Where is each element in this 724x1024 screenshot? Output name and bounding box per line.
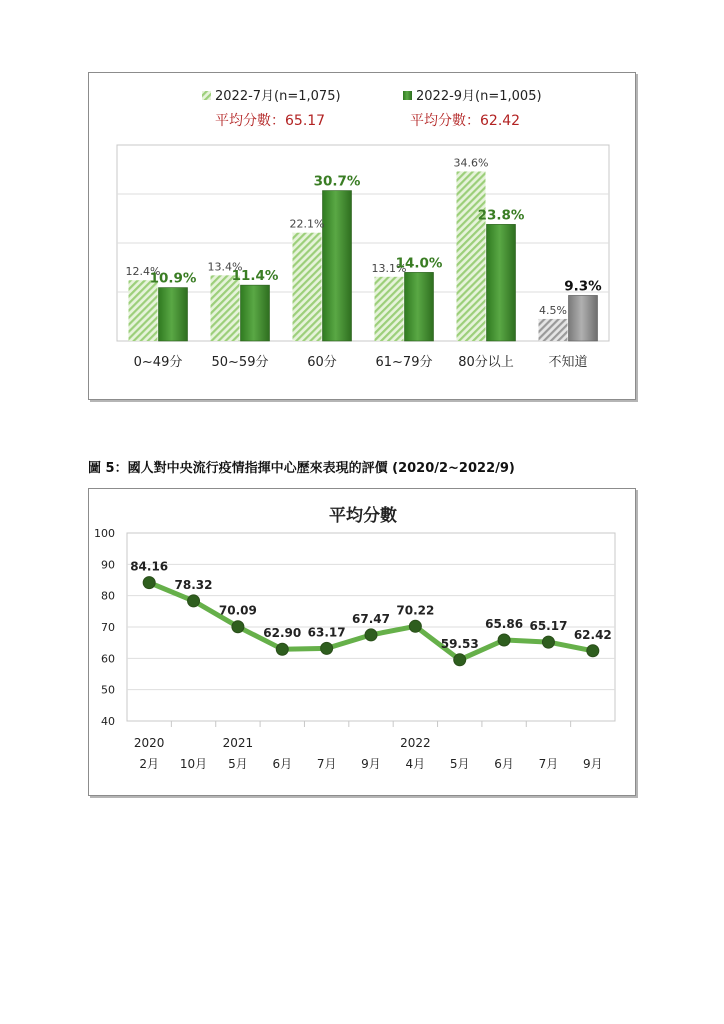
data-point-9 xyxy=(542,636,554,648)
category-label-1: 50~59分 xyxy=(211,355,269,370)
y-tick-label: 90 xyxy=(101,558,115,572)
x-month-label: 2月 xyxy=(139,757,160,771)
data-label-4: 63.17 xyxy=(307,625,346,640)
figure-caption-label: 圖 5： xyxy=(88,461,128,476)
bar-jul-1 xyxy=(211,275,240,341)
bar-jul-2 xyxy=(293,233,322,341)
data-point-8 xyxy=(498,634,510,646)
x-month-label: 6月 xyxy=(494,757,514,771)
data-label-2: 70.09 xyxy=(218,603,257,618)
bar-jul-3 xyxy=(375,277,404,341)
y-tick-label: 80 xyxy=(101,589,115,603)
line-chart-title: 平均分數 xyxy=(329,506,397,526)
bar-label-jul-0: 12.4% xyxy=(125,265,161,279)
data-point-0 xyxy=(143,577,155,589)
bar-sep-5 xyxy=(569,295,598,341)
data-label-7: 59.53 xyxy=(440,636,479,651)
bar-label-sep-4: 23.8% xyxy=(477,207,525,224)
bar-sep-1 xyxy=(241,285,270,341)
bar-label-sep-5: 9.3% xyxy=(564,278,602,295)
bar-chart-panel xyxy=(88,72,636,400)
x-month-label: 4月 xyxy=(405,757,426,771)
x-month-label: 7月 xyxy=(538,757,559,771)
x-month-label: 6月 xyxy=(272,757,293,771)
x-month-label: 10月 xyxy=(179,757,208,771)
bar-sep-4 xyxy=(487,224,516,341)
bar-chart xyxy=(89,73,637,401)
bar-label-sep-3: 14.0% xyxy=(395,255,443,272)
x-month-label: 5月 xyxy=(228,757,248,771)
category-label-2: 60分 xyxy=(307,355,337,370)
category-label-5: 不知道 xyxy=(548,355,588,370)
figure-caption xyxy=(88,457,515,476)
average-score-sep: 平均分數：62.42 xyxy=(410,113,521,129)
figure-caption-range: (2020/2~2022/9) xyxy=(392,461,515,476)
x-year-label: 2020 xyxy=(133,736,165,750)
data-point-7 xyxy=(454,654,466,666)
bar-label-jul-5: 4.5% xyxy=(539,303,567,317)
x-month-label: 7月 xyxy=(316,757,337,771)
category-label-3: 61~79分 xyxy=(375,355,433,370)
legend-label-jul: 2022-7月(n=1,075) xyxy=(215,89,341,104)
legend-label-sep: 2022-9月(n=1,005) xyxy=(416,89,542,104)
x-month-label: 5月 xyxy=(449,757,470,771)
y-tick-label: 60 xyxy=(101,652,115,666)
y-tick-label: 40 xyxy=(101,715,115,728)
data-label-6: 70.22 xyxy=(396,603,435,618)
x-year-label: 2021 xyxy=(222,736,254,750)
bar-label-sep-2: 30.7% xyxy=(313,173,361,190)
y-tick-label: 100 xyxy=(94,527,115,540)
x-month-label: 9月 xyxy=(361,757,381,771)
data-label-8: 65.86 xyxy=(485,616,524,631)
y-tick-label: 50 xyxy=(101,683,115,697)
bar-jul-4 xyxy=(457,171,486,341)
average-score-jul: 平均分數：65.17 xyxy=(215,113,326,129)
data-label-5: 67.47 xyxy=(352,611,390,626)
bar-label-jul-1: 13.4% xyxy=(207,260,243,274)
figure-caption-text: 國人對中央流行疫情指揮中心歷來表現的評價 xyxy=(127,461,388,476)
bar-sep-2 xyxy=(323,191,352,341)
category-label-0: 0~49分 xyxy=(133,355,183,370)
bar-jul-5 xyxy=(539,319,568,341)
bar-label-jul-3: 13.1% xyxy=(371,261,407,275)
legend-swatch-sep xyxy=(403,91,412,100)
bar-label-jul-2: 22.1% xyxy=(289,217,325,231)
data-label-1: 78.32 xyxy=(174,577,213,592)
data-point-6 xyxy=(409,620,421,632)
data-point-5 xyxy=(365,629,377,641)
bar-label-jul-4: 34.6% xyxy=(453,156,489,170)
data-point-4 xyxy=(321,642,333,654)
category-label-4: 80分以上 xyxy=(458,355,514,370)
y-tick-label: 70 xyxy=(101,621,115,634)
bar-label-sep-1: 11.4% xyxy=(231,268,279,285)
x-year-label: 2022 xyxy=(400,736,431,750)
data-label-9: 65.17 xyxy=(529,619,568,634)
data-point-1 xyxy=(188,595,200,607)
data-point-10 xyxy=(587,645,599,657)
data-label-3: 62.90 xyxy=(263,626,302,641)
data-label-10: 62.42 xyxy=(573,627,612,642)
line-chart xyxy=(89,489,637,797)
bar-sep-0 xyxy=(159,288,188,341)
data-point-2 xyxy=(232,621,244,633)
bar-jul-0 xyxy=(129,280,158,341)
bar-label-sep-0: 10.9% xyxy=(149,270,197,287)
x-month-label: 9月 xyxy=(582,757,603,771)
data-label-0: 84.16 xyxy=(130,559,169,574)
bar-sep-3 xyxy=(405,272,434,341)
legend-swatch-jul xyxy=(202,91,211,100)
data-point-3 xyxy=(276,643,288,655)
line-chart-panel xyxy=(88,488,636,796)
